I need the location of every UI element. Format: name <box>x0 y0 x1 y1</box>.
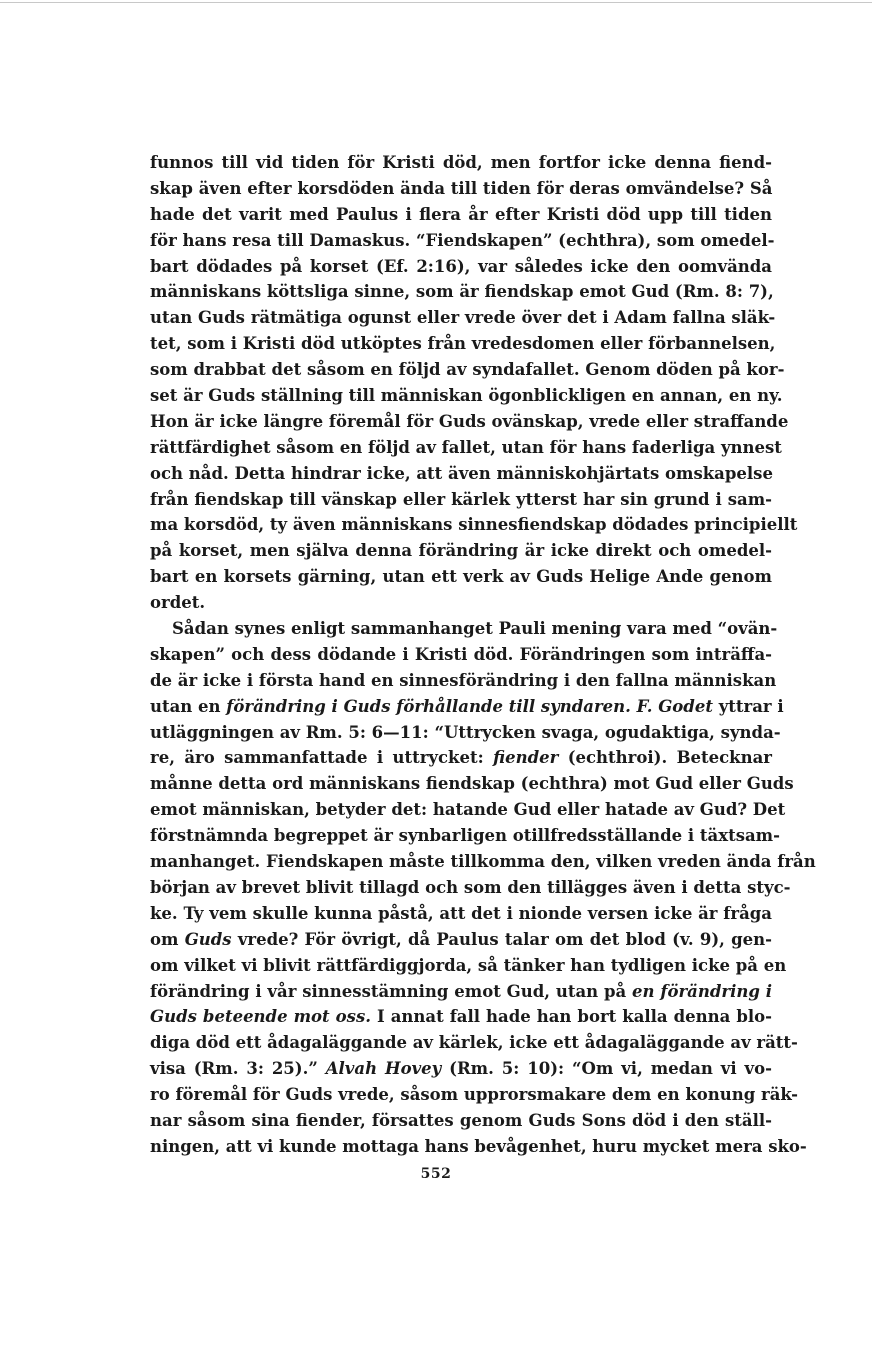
italic-run: Alvah Hovey <box>325 1059 442 1079</box>
text-line: tet, som i Kristi död utköptes från vredesdomen eller förbannelsen, <box>150 334 776 354</box>
italic-run: förändring i Guds förhållande till syndaren. F. Godet <box>226 696 713 716</box>
text-line: manhanget. Fiendskapen måste tillkomma den, vilken vreden ända från <box>150 852 816 872</box>
text-run: re, äro sammanfattade i uttrycket: <box>150 748 494 768</box>
text-line: ro föremål för Guds vrede, såsom upprorsmakare dem en konung räk- <box>150 1085 799 1105</box>
text-line: ningen, att vi kunde mottaga hans bevågenhet, huru mycket mera sko- <box>150 1136 807 1156</box>
text-line: på korset, men själva denna förändring är icke direkt och omedel- <box>150 541 772 561</box>
text-run: förändring i vår sinnesstämning emot Gud, utan på <box>150 981 633 1001</box>
text-run: yttrar i <box>712 696 784 716</box>
text-run: utan en <box>150 696 227 716</box>
italic-run: Guds beteende mot oss. <box>150 1007 371 1027</box>
text-line: början av brevet blivit tillagd och som den tillägges även i detta styc- <box>150 877 791 897</box>
text-line: för hans resa till Damaskus. “Fiendskapen” (echthra), som omedel- <box>150 230 775 250</box>
text-line: rättfärdighet såsom en följd av fallet, utan för hans faderliga ynnest <box>150 437 782 457</box>
text-line <box>150 1004 772 1030</box>
text-line: emot människan, betyder det: hatande Gud eller hatade av Gud? Det <box>150 800 786 820</box>
text-line <box>150 1056 772 1082</box>
text-run: om <box>150 929 185 949</box>
text-line: de är icke i första hand en sinnesförändring i den fallna människan <box>150 670 777 690</box>
text-line: bart dödades på korset (Ef. 2:16), var således icke den oomvända <box>150 256 772 276</box>
text-line <box>150 979 772 1005</box>
text-line: ma korsdöd, ty även människans sinnesfiendskap dödades principiellt <box>150 515 798 535</box>
text-line: funnos till vid tiden för Kristi död, men fortfor icke denna fiend- <box>150 153 772 172</box>
text-line: människans köttsliga sinne, som är fiendskap emot Gud (Rm. 8: 7), <box>150 282 774 302</box>
top-edge-rule <box>0 2 872 3</box>
text-line: Sådan synes enligt sammanhanget Pauli mening vara med “ovän- <box>172 619 778 639</box>
text-line: nar såsom sina fiender, försattes genom Guds Sons död i den ställ- <box>150 1110 772 1130</box>
text-line <box>150 745 772 771</box>
text-line: ke. Ty vem skulle kunna påstå, att det i nionde versen icke är fråga <box>150 903 772 923</box>
text-line: skapen” och dess dödande i Kristi död. Förändringen som inträffa- <box>150 644 772 664</box>
italic-run: en förändring i <box>632 981 772 1001</box>
text-line: om vilket vi blivit rättfärdiggjorda, så tänker han tydligen icke på en <box>150 955 787 975</box>
italic-run: Guds <box>184 929 232 949</box>
body-text <box>150 150 816 1160</box>
text-line: bart en korsets gärning, utan ett verk av Guds Helige Ande genom <box>150 567 772 587</box>
text-line: månne detta ord människans fiendskap (echthra) mot Gud eller Guds <box>150 774 794 794</box>
page-number: 552 <box>420 1166 452 1182</box>
text-line: Hon är icke längre föremål för Guds ovänskap, vrede eller straffande <box>150 411 789 431</box>
italic-run: fiender <box>493 748 559 768</box>
text-run: vrede? För övrigt, då Paulus talar om det blod (v. 9), gen- <box>231 929 772 949</box>
text-line: och nåd. Detta hindrar icke, att även människohjärtats omskapelse <box>150 463 773 483</box>
text-line: utan Guds rätmätiga ogunst eller vrede över det i Adam fallna släk- <box>150 308 776 328</box>
text-line: hade det varit med Paulus i flera år efter Kristi död upp till tiden <box>150 204 772 224</box>
text-line: som drabbat det såsom en följd av syndafallet. Genom döden på kor- <box>150 360 785 380</box>
text-line <box>150 694 784 720</box>
text-line: utläggningen av Rm. 5: 6—11: “Uttrycken svaga, ogudaktiga, synda- <box>150 722 781 742</box>
text-line: ordet. <box>150 593 206 613</box>
text-line: förstnämnda begreppet är synbarligen otillfredsställande i täxtsam- <box>150 826 780 846</box>
text-line: diga död ett ådagaläggande av kärlek, icke ett ådagaläggande av rätt- <box>150 1033 798 1053</box>
text-run: (echthroi). Betecknar <box>558 748 772 768</box>
text-line: skap även efter korsdöden ända till tiden för deras omvändelse? Så <box>150 178 773 198</box>
text-run: visa (Rm. 3: 25).” <box>150 1059 326 1079</box>
text-line: set är Guds ställning till människan ögonblickligen en annan, en ny. <box>150 386 783 406</box>
text-line: från fiendskap till vänskap eller kärlek ytterst har sin grund i sam- <box>150 489 772 509</box>
text-line <box>150 927 772 953</box>
text-run: (Rm. 5: 10): “Om vi, medan vi vo- <box>441 1059 772 1079</box>
text-run: I annat fall hade han bort kalla denna blo- <box>371 1007 772 1027</box>
